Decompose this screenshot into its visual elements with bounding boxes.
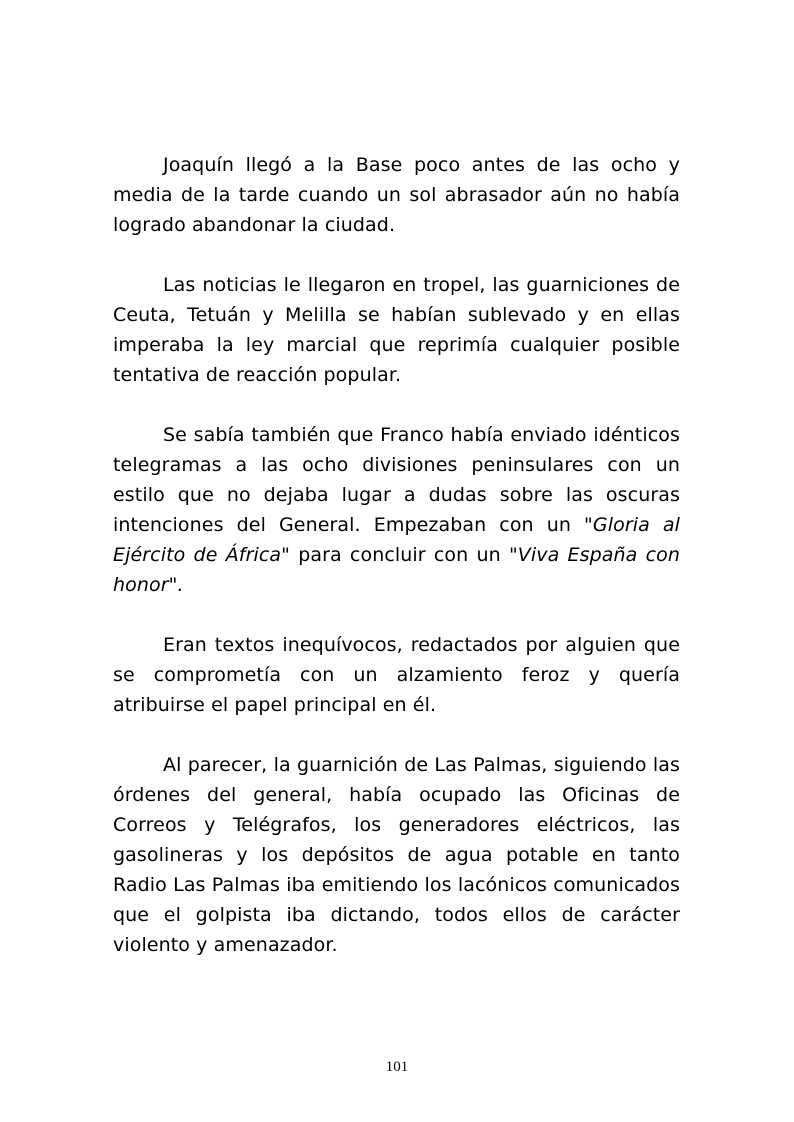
paragraph (113, 750, 680, 960)
paragraph (113, 420, 680, 600)
body-text: Las noticias le llegaron en tropel, las guarniciones de Ceuta, Tetuán y Melilla se habían sublevado y en ellas imperaba la ley marcial que reprimía cualquier posible tentativa de reacción popular. (113, 274, 680, 386)
page-text (113, 150, 680, 960)
italic-quote-text: "Viva España con honor". (113, 544, 681, 596)
body-text: para concluir con un (298, 544, 509, 566)
paragraph (113, 630, 680, 720)
body-text: Eran textos inequívocos, redactados por alguien que se comprometía con un alzamiento feroz y quería atribuirse el papel principal en él. (113, 634, 680, 716)
body-text: Se sabía también que Franco había enviado idénticos telegramas a las ocho divisiones peninsulares con un estilo que no dejaba lugar a dudas sobre las oscuras intenciones del General. Empezaban con un (113, 424, 680, 536)
italic-quote-text: "Gloria al Ejército de África" (113, 514, 681, 566)
body-text: Al parecer, la guarnición de Las Palmas, siguiendo las órdenes del general, había ocupado las Oficinas de Correos y Telégrafos, los generadores eléctricos, las gasolineras y los depósitos de agua potable en tanto Radio Las Palmas iba emitiendo los lacónicos comunicados que el golpista iba dictando, todos ellos de carácter violento y amenazador. (113, 754, 680, 956)
body-text: Joaquín llegó a la Base poco antes de las ocho y media de la tarde cuando un sol abrasador aún no había logrado abandonar la ciudad. (113, 154, 680, 236)
page-number: 101 (385, 1059, 409, 1075)
page-footer (0, 1057, 794, 1077)
paragraph (113, 270, 680, 390)
paragraph (113, 150, 680, 240)
